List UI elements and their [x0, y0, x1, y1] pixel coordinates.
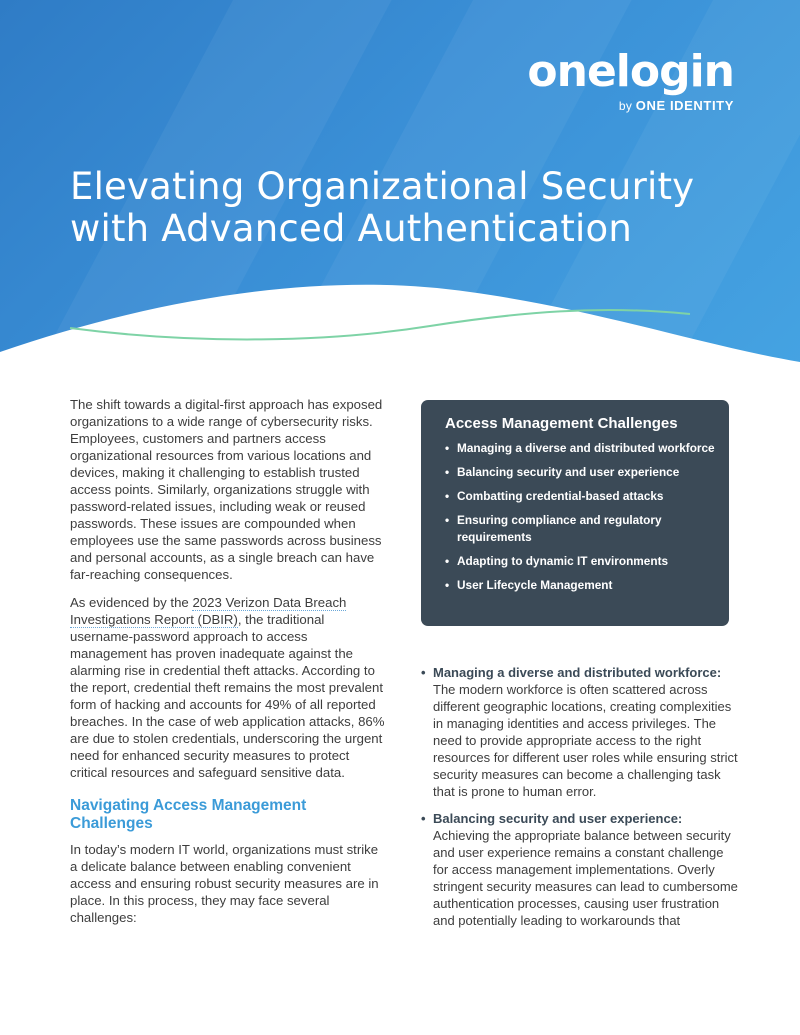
challenge-detail-text: Achieving the appropriate balance between security and user experience remains a constant challenge for access management implementations. Overly stringent security measures can lead to cumbersome authentication processes, causing user frustration and potentially leading to workarounds that	[433, 828, 738, 928]
box-list-item	[445, 512, 715, 546]
title-line-1: Elevating Organizational Security	[70, 165, 695, 208]
bullet-icon: •	[445, 554, 450, 568]
dbir-text-before: As evidenced by the	[70, 595, 193, 610]
challenge-detail-title: Balancing security and user experience:	[433, 811, 683, 826]
dbir-paragraph	[70, 594, 386, 781]
logo-by-prefix: by	[618, 99, 633, 113]
logo-byline	[527, 98, 734, 113]
box-list	[445, 440, 715, 594]
hero-banner	[0, 0, 800, 370]
challenge-detail-title: Managing a diverse and distributed workforce:	[433, 665, 722, 680]
left-column	[70, 396, 386, 937]
bullet-icon: •	[445, 465, 450, 479]
challenge-detail-item	[421, 664, 741, 800]
logo-wordmark: onelogin	[527, 46, 734, 97]
title-line-2: with Advanced Authentication	[70, 207, 632, 250]
box-item-text: User Lifecycle Management	[457, 578, 613, 592]
box-list-item	[445, 553, 715, 570]
dbir-text-after: , the traditional username-password approach to access management has proven inadequate against the alarming rise in credential theft attacks. According to the report, credential theft remains the most prevalent form of hacking and accounts for 49% of all reported breaches. In the case of web application attacks, 86% are due to stolen credentials, underscoring the urgent need for enhanced security measures to protect critical resources and safeguard sensitive data.	[70, 612, 385, 780]
section-heading: Navigating Access Management Challenges	[70, 797, 307, 832]
onelogin-logo	[527, 48, 734, 113]
intro-paragraph: The shift towards a digital-first approach has exposed organizations to a wide range of cybersecurity risks. Employees, customers and partners access organizational resources from various locations and devices, making it challenging to establish trusted access points. Similarly, organizations struggle with password-related issues, including weak or reused passwords. These issues are compounded when employees use the same passwords across business and personal accounts, as a single breach can have far-reaching consequences.	[70, 397, 383, 582]
box-item-text: Ensuring compliance and regulatory requirements	[457, 513, 662, 544]
logo-by-brand: ONE IDENTITY	[635, 98, 734, 113]
challenges-summary-box	[421, 400, 729, 626]
box-list-item	[445, 488, 715, 505]
box-item-text: Balancing security and user experience	[457, 465, 680, 479]
box-item-text: Managing a diverse and distributed workforce	[457, 441, 715, 455]
box-title: Access Management Challenges	[445, 415, 678, 432]
bullet-icon: •	[445, 513, 450, 527]
challenge-detail-text: The modern workforce is often scattered across different geographic locations, creating complexities in managing identities and access privileges. The need to provide appropriate access to the right resources for different user roles while ensuring strict security measures can become a challenging task that is prone to human error.	[433, 682, 738, 799]
box-list-item	[445, 464, 715, 481]
bullet-icon: •	[445, 578, 450, 592]
challenges-intro-paragraph: In today’s modern IT world, organizations must strike a delicate balance between enabling convenient access and ensuring robust security measures are in place. In this process, they may face several challenges:	[70, 842, 379, 925]
right-column	[421, 664, 741, 939]
bullet-icon: •	[445, 489, 450, 503]
challenge-detail-item	[421, 810, 741, 929]
bullet-icon: •	[421, 811, 426, 826]
bullet-icon: •	[445, 441, 450, 455]
box-item-text: Adapting to dynamic IT environments	[457, 554, 669, 568]
box-list-item	[445, 440, 715, 457]
dbir-report-link[interactable]: 2023 Verizon Data Breach Investigations Report (DBIR)	[70, 595, 347, 627]
page-title	[70, 166, 750, 250]
challenge-detail-list	[421, 664, 741, 929]
bullet-icon: •	[421, 665, 426, 680]
box-list-item	[445, 577, 715, 594]
box-item-text: Combatting credential-based attacks	[457, 489, 664, 503]
